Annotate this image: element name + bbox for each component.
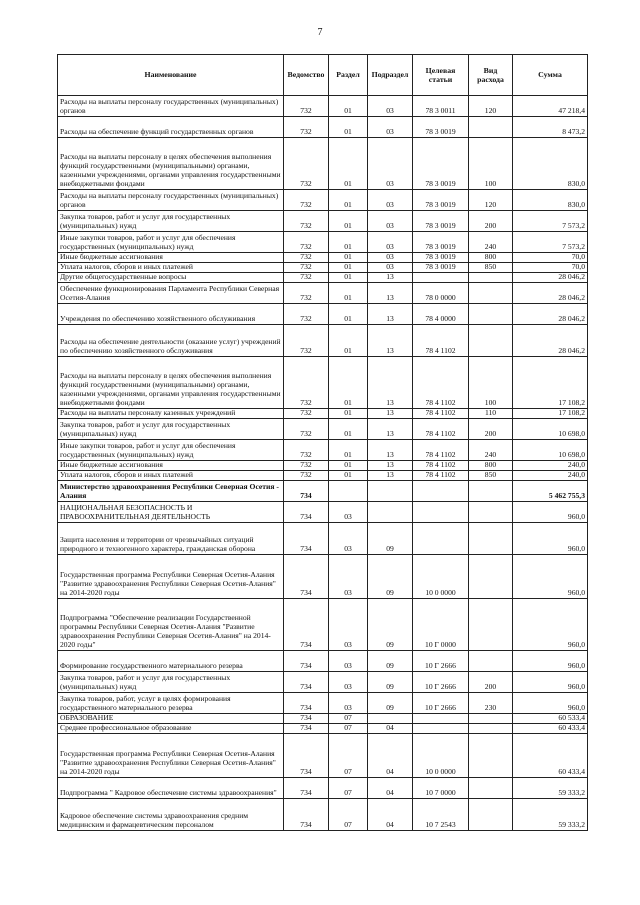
row-razdel: 03 — [329, 650, 368, 671]
row-statya: 78 4 0000 — [413, 303, 469, 324]
row-statya: 10 0 0000 — [413, 554, 469, 598]
row-vedomstvo: 732 — [284, 470, 329, 480]
row-podrazdel: 09 — [368, 598, 413, 650]
row-vid — [469, 733, 513, 777]
row-vid — [469, 272, 513, 282]
row-vedomstvo: 732 — [284, 282, 329, 303]
row-statya: 78 4 1102 — [413, 470, 469, 480]
row-razdel: 01 — [329, 408, 368, 418]
row-razdel: 03 — [329, 598, 368, 650]
row-podrazdel: 03 — [368, 190, 413, 211]
row-podrazdel: 09 — [368, 650, 413, 671]
row-vid — [469, 650, 513, 671]
row-name: Иные бюджетные ассигнования — [58, 253, 284, 263]
row-name: Защита населения и территории от чрезвычайных ситуаций природного и техногенного характера, гражданская оборона — [58, 522, 284, 554]
row-vedomstvo: 734 — [284, 713, 329, 723]
row-summa: 60 433,4 — [513, 723, 588, 733]
row-podrazdel: 09 — [368, 671, 413, 692]
row-summa: 960,0 — [513, 598, 588, 650]
row-vedomstvo: 732 — [284, 408, 329, 418]
row-statya: 78 3 0019 — [413, 211, 469, 232]
row-vedomstvo: 732 — [284, 439, 329, 460]
row-name: Уплата налогов, сборов и иных платежей — [58, 470, 284, 480]
row-podrazdel: 03 — [368, 211, 413, 232]
row-vid: 850 — [469, 262, 513, 272]
row-statya — [413, 480, 469, 501]
row-statya: 78 0 0000 — [413, 282, 469, 303]
row-podrazdel: 13 — [368, 470, 413, 480]
row-vedomstvo: 734 — [284, 733, 329, 777]
table-row — [58, 282, 588, 303]
table-row — [58, 470, 588, 480]
row-vid: 100 — [469, 138, 513, 190]
row-podrazdel — [368, 713, 413, 723]
table-row — [58, 650, 588, 671]
row-razdel: 01 — [329, 418, 368, 439]
row-podrazdel — [368, 480, 413, 501]
table-row — [58, 356, 588, 408]
row-vid: 120 — [469, 96, 513, 117]
table-row — [58, 262, 588, 272]
row-vid: 850 — [469, 470, 513, 480]
row-podrazdel: 09 — [368, 692, 413, 713]
row-name: Государственная программа Республики Северная Осетия-Алания "Развитие здравоохранения Республики Северная Осетия-Алания" на 2014-2020 годы — [58, 554, 284, 598]
row-name: Расходы на выплаты персоналу казенных учреждений — [58, 408, 284, 418]
row-statya: 10 Г 0000 — [413, 598, 469, 650]
row-summa: 830,0 — [513, 138, 588, 190]
row-statya: 10 Г 2666 — [413, 671, 469, 692]
row-vedomstvo: 732 — [284, 232, 329, 253]
row-podrazdel: 03 — [368, 96, 413, 117]
row-podrazdel: 04 — [368, 733, 413, 777]
row-podrazdel: 03 — [368, 253, 413, 263]
row-summa: 59 333,2 — [513, 798, 588, 830]
row-razdel: 01 — [329, 272, 368, 282]
row-statya — [413, 723, 469, 733]
row-vid — [469, 598, 513, 650]
row-vid: 120 — [469, 190, 513, 211]
row-vid — [469, 480, 513, 501]
row-razdel: 01 — [329, 439, 368, 460]
row-statya: 10 Г 2666 — [413, 692, 469, 713]
row-name: Иные закупки товаров, работ и услуг для обеспечения государственных (муниципальных) нужд — [58, 232, 284, 253]
table-row — [58, 117, 588, 138]
row-vid — [469, 798, 513, 830]
row-podrazdel: 13 — [368, 303, 413, 324]
row-statya: 78 4 1102 — [413, 460, 469, 470]
row-podrazdel: 09 — [368, 522, 413, 554]
row-vid: 230 — [469, 692, 513, 713]
row-razdel: 01 — [329, 262, 368, 272]
row-statya: 10 0 0000 — [413, 733, 469, 777]
page-number: 7 — [317, 27, 323, 38]
table-body — [58, 96, 588, 831]
row-razdel: 01 — [329, 138, 368, 190]
row-vedomstvo: 734 — [284, 650, 329, 671]
row-name: Закупка товаров, работ, услуг в целях формирования государственного материального резерва — [58, 692, 284, 713]
row-name: Расходы на выплаты персоналу в целях обеспечения выполнения функций государственными (муниципальными) органами, казенными учреждениями, органами управления государственными внебюджетными фондами — [58, 356, 284, 408]
row-vedomstvo: 734 — [284, 501, 329, 522]
row-summa: 70,0 — [513, 262, 588, 272]
row-name: Расходы на выплаты персоналу в целях обеспечения выполнения функций государственными (муниципальными) органами, казенными учреждениями, органами управления государственными внебюджетными фондами — [58, 138, 284, 190]
row-summa: 47 218,4 — [513, 96, 588, 117]
row-name: Подпрограмма " Кадровое обеспечение системы здравоохранения" — [58, 777, 284, 798]
row-vedomstvo: 732 — [284, 96, 329, 117]
table-row — [58, 138, 588, 190]
row-summa: 8 473,2 — [513, 117, 588, 138]
budget-table — [57, 54, 588, 831]
row-razdel: 01 — [329, 356, 368, 408]
row-statya — [413, 713, 469, 723]
row-razdel: 01 — [329, 190, 368, 211]
row-statya: 78 3 0019 — [413, 262, 469, 272]
row-summa: 60 433,4 — [513, 733, 588, 777]
table-row — [58, 460, 588, 470]
table-row — [58, 554, 588, 598]
table-row — [58, 692, 588, 713]
table-row — [58, 418, 588, 439]
row-podrazdel: 13 — [368, 418, 413, 439]
row-razdel: 01 — [329, 117, 368, 138]
row-razdel: 03 — [329, 522, 368, 554]
row-vedomstvo: 732 — [284, 211, 329, 232]
header-statya: Целевая статьи — [413, 55, 469, 96]
row-statya — [413, 272, 469, 282]
row-razdel: 01 — [329, 211, 368, 232]
row-name: Среднее профессиональное образование — [58, 723, 284, 733]
row-vedomstvo: 732 — [284, 303, 329, 324]
row-vedomstvo: 732 — [284, 272, 329, 282]
row-vedomstvo: 734 — [284, 598, 329, 650]
row-razdel: 07 — [329, 713, 368, 723]
row-vedomstvo: 732 — [284, 356, 329, 408]
row-podrazdel: 03 — [368, 262, 413, 272]
row-vid — [469, 282, 513, 303]
row-summa: 7 573,2 — [513, 232, 588, 253]
row-name: Министерство здравоохранения Республики Северная Осетия - Алания — [58, 480, 284, 501]
table-row — [58, 671, 588, 692]
row-statya: 78 3 0019 — [413, 138, 469, 190]
row-vedomstvo: 732 — [284, 253, 329, 263]
row-razdel: 07 — [329, 798, 368, 830]
row-razdel: 01 — [329, 253, 368, 263]
row-statya — [413, 501, 469, 522]
row-summa: 830,0 — [513, 190, 588, 211]
row-name: Расходы на обеспечение функций государственных органов — [58, 117, 284, 138]
table-row — [58, 598, 588, 650]
row-summa: 60 533,4 — [513, 713, 588, 723]
row-razdel: 01 — [329, 470, 368, 480]
row-podrazdel: 04 — [368, 798, 413, 830]
row-summa: 240,0 — [513, 470, 588, 480]
row-summa: 240,0 — [513, 460, 588, 470]
row-razdel: 01 — [329, 282, 368, 303]
row-vid: 240 — [469, 439, 513, 460]
row-statya: 10 7 0000 — [413, 777, 469, 798]
row-razdel — [329, 480, 368, 501]
row-summa: 960,0 — [513, 671, 588, 692]
row-name: Формирование государственного материального резерва — [58, 650, 284, 671]
row-name: Расходы на выплаты персоналу государственных (муниципальных) органов — [58, 96, 284, 117]
row-statya: 78 3 0019 — [413, 190, 469, 211]
row-vid: 200 — [469, 211, 513, 232]
row-name: Закупка товаров, работ и услуг для государственных (муниципальных) нужд — [58, 211, 284, 232]
row-summa: 28 046,2 — [513, 303, 588, 324]
row-vedomstvo: 732 — [284, 190, 329, 211]
row-summa: 17 108,2 — [513, 356, 588, 408]
header-vid: Вид расхода — [469, 55, 513, 96]
header-podrazdel: Подраздел — [368, 55, 413, 96]
row-summa: 17 108,2 — [513, 408, 588, 418]
row-statya: 78 3 0019 — [413, 253, 469, 263]
row-vid: 200 — [469, 418, 513, 439]
row-summa: 960,0 — [513, 501, 588, 522]
row-statya — [413, 522, 469, 554]
row-vedomstvo: 734 — [284, 671, 329, 692]
row-podrazdel: 13 — [368, 272, 413, 282]
row-name: Государственная программа Республики Северная Осетия-Алания "Развитие здравоохранения Республики Северная Осетия-Алания" на 2014-2020 годы — [58, 733, 284, 777]
row-vid: 200 — [469, 671, 513, 692]
row-statya: 78 4 1102 — [413, 408, 469, 418]
table-row — [58, 190, 588, 211]
row-name: Закупка товаров, работ и услуг для государственных (муниципальных) нужд — [58, 418, 284, 439]
row-vedomstvo: 734 — [284, 480, 329, 501]
row-vid — [469, 713, 513, 723]
row-vedomstvo: 732 — [284, 138, 329, 190]
row-vedomstvo: 734 — [284, 522, 329, 554]
row-podrazdel: 13 — [368, 460, 413, 470]
row-vedomstvo: 732 — [284, 117, 329, 138]
row-name: Иные бюджетные ассигнования — [58, 460, 284, 470]
row-podrazdel: 03 — [368, 138, 413, 190]
table-row — [58, 439, 588, 460]
table-row — [58, 501, 588, 522]
row-vid — [469, 554, 513, 598]
row-statya: 78 4 1102 — [413, 439, 469, 460]
row-summa: 28 046,2 — [513, 282, 588, 303]
row-name: Расходы на обеспечение деятельности (оказание услуг) учреждений по обеспечению хозяйственного обслуживания — [58, 324, 284, 356]
row-podrazdel: 13 — [368, 356, 413, 408]
row-razdel: 03 — [329, 501, 368, 522]
row-summa: 28 046,2 — [513, 324, 588, 356]
row-name: Уплата налогов, сборов и иных платежей — [58, 262, 284, 272]
row-razdel: 03 — [329, 692, 368, 713]
row-razdel: 01 — [329, 324, 368, 356]
row-vedomstvo: 734 — [284, 554, 329, 598]
row-summa: 960,0 — [513, 522, 588, 554]
row-vid: 240 — [469, 232, 513, 253]
row-podrazdel: 04 — [368, 723, 413, 733]
row-podrazdel: 04 — [368, 777, 413, 798]
row-summa: 28 046,2 — [513, 272, 588, 282]
row-name: Учреждения по обеспечению хозяйственного обслуживания — [58, 303, 284, 324]
row-podrazdel: 13 — [368, 439, 413, 460]
row-vedomstvo: 732 — [284, 460, 329, 470]
row-vid: 800 — [469, 253, 513, 263]
row-razdel: 07 — [329, 777, 368, 798]
row-name: Закупка товаров, работ и услуг для государственных (муниципальных) нужд — [58, 671, 284, 692]
row-vid — [469, 324, 513, 356]
table-row — [58, 272, 588, 282]
row-name: Расходы на выплаты персоналу государственных (муниципальных) органов — [58, 190, 284, 211]
row-vedomstvo: 734 — [284, 692, 329, 713]
row-name: Обеспечение функционирования Парламента Республики Северная Осетия-Алания — [58, 282, 284, 303]
row-summa: 10 698,0 — [513, 439, 588, 460]
row-name: ОБРАЗОВАНИЕ — [58, 713, 284, 723]
row-vedomstvo: 734 — [284, 723, 329, 733]
row-razdel: 01 — [329, 96, 368, 117]
row-vedomstvo: 734 — [284, 798, 329, 830]
row-name: Другие общегосударственные вопросы — [58, 272, 284, 282]
row-podrazdel: 13 — [368, 282, 413, 303]
table-row — [58, 480, 588, 501]
row-summa: 10 698,0 — [513, 418, 588, 439]
header-name: Наименование — [58, 55, 284, 96]
row-razdel: 01 — [329, 460, 368, 470]
row-statya: 78 3 0011 — [413, 96, 469, 117]
row-vid — [469, 117, 513, 138]
table-row — [58, 211, 588, 232]
row-name: Кадровое обеспечение системы здравоохранения средним медицинским и фармацевтическим персоналом — [58, 798, 284, 830]
row-summa: 5 462 755,3 — [513, 480, 588, 501]
table-row — [58, 253, 588, 263]
row-vedomstvo: 732 — [284, 418, 329, 439]
table-row — [58, 408, 588, 418]
table-row — [58, 777, 588, 798]
row-statya: 10 Г 2666 — [413, 650, 469, 671]
row-summa: 70,0 — [513, 253, 588, 263]
row-statya: 10 7 2543 — [413, 798, 469, 830]
row-vid — [469, 723, 513, 733]
table-row — [58, 733, 588, 777]
row-razdel: 03 — [329, 671, 368, 692]
row-name: НАЦИОНАЛЬНАЯ БЕЗОПАСНОСТЬ И ПРАВООХРАНИТЕЛЬНАЯ ДЕЯТЕЛЬНОСТЬ — [58, 501, 284, 522]
row-summa: 59 333,2 — [513, 777, 588, 798]
row-summa: 7 573,2 — [513, 211, 588, 232]
header-razdel: Раздел — [329, 55, 368, 96]
table-row — [58, 303, 588, 324]
row-summa: 960,0 — [513, 692, 588, 713]
row-razdel: 01 — [329, 303, 368, 324]
row-razdel: 03 — [329, 554, 368, 598]
row-razdel: 07 — [329, 733, 368, 777]
row-name: Иные закупки товаров, работ и услуг для обеспечения государственных (муниципальных) нужд — [58, 439, 284, 460]
row-razdel: 07 — [329, 723, 368, 733]
table-row — [58, 324, 588, 356]
table-row — [58, 232, 588, 253]
row-podrazdel: 03 — [368, 232, 413, 253]
row-vid — [469, 522, 513, 554]
table-row — [58, 713, 588, 723]
row-vedomstvo: 732 — [284, 262, 329, 272]
row-statya: 78 4 1102 — [413, 356, 469, 408]
row-name: Подпрограмма "Обеспечение реализации Государственной программы Республики Северная Осетия-Алания "Развитие здравоохранения Республики Северная Осетия-Алания" на 2014-2020 годы" — [58, 598, 284, 650]
row-vid: 110 — [469, 408, 513, 418]
row-podrazdel: 13 — [368, 324, 413, 356]
table-row — [58, 798, 588, 830]
row-statya: 78 3 0019 — [413, 117, 469, 138]
header-vedomstvo: Ведомство — [284, 55, 329, 96]
row-vid: 800 — [469, 460, 513, 470]
row-statya: 78 4 1102 — [413, 418, 469, 439]
row-podrazdel: 13 — [368, 408, 413, 418]
table-header-row — [58, 55, 588, 96]
row-statya: 78 3 0019 — [413, 232, 469, 253]
row-vid: 100 — [469, 356, 513, 408]
table-row — [58, 96, 588, 117]
row-vid — [469, 303, 513, 324]
row-podrazdel — [368, 501, 413, 522]
row-vedomstvo: 732 — [284, 324, 329, 356]
header-summa: Сумма — [513, 55, 588, 96]
row-vid — [469, 777, 513, 798]
row-summa: 960,0 — [513, 650, 588, 671]
row-vedomstvo: 734 — [284, 777, 329, 798]
row-podrazdel: 03 — [368, 117, 413, 138]
row-podrazdel: 09 — [368, 554, 413, 598]
row-summa: 960,0 — [513, 554, 588, 598]
row-statya: 78 4 1102 — [413, 324, 469, 356]
table-row — [58, 723, 588, 733]
row-razdel: 01 — [329, 232, 368, 253]
row-vid — [469, 501, 513, 522]
table-row — [58, 522, 588, 554]
